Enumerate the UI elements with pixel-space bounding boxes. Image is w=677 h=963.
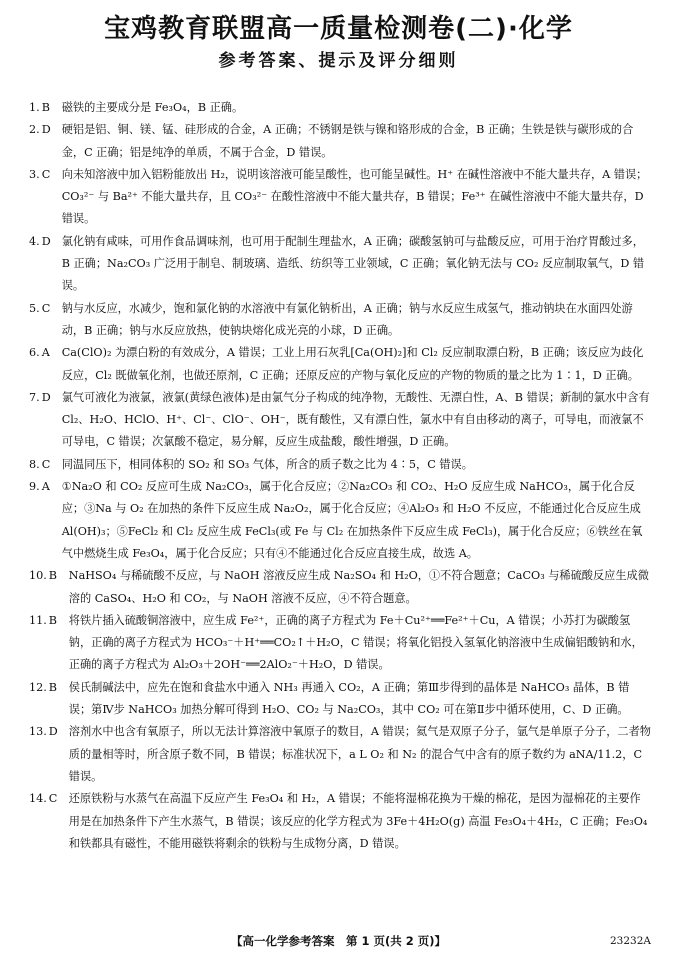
question-number: 1. — [29, 101, 40, 114]
explanation-text: 氯气可液化为液氯，液氯(黄绿色液体)是由氯气分子构成的纯净物，无酸性、无漂白性，A、B 错误；新制的氯水中含有 Cl₂、H₂O、HClO、H⁺、Cl⁻、ClO⁻、OH⁻，既有酸性，又有漂白性，氯水中有自由移动的离子，可导电，而液氯不可导电，C 错误；次氯酸不稳定，易分解，反应生成盐酸，酸性增强，D 正确。 — [61, 390, 650, 449]
answer-letter: B — [48, 680, 58, 694]
explanation-text: 溶剂水中也含有氧原子，所以无法计算溶液中氧原子的数目，A 错误；氦气是双原子分子，氩气是单原子分子，二者物质的量相等时，所含原子数不同，B 错误；标准状况下，a L O₂ 和 N₂ 的混合气中含有的原子数约为 aNA/11.2，C 错误。 — [68, 725, 651, 783]
explanation-text: Ca(ClO)₂ 为漂白粉的有效成分，A 错误；工业上用石灰乳[Ca(OH)₂]和 Cl₂ 反应制取漂白粉，B 正确；该反应为歧化反应，Cl₂ 既做氧化剂，也做还原剂，C 正确；还原反应的产物与氧化反应的产物的物质的量之比为 1∶1，D 正确。 — [61, 346, 644, 382]
answer-item — [29, 164, 651, 231]
answer-letter: B — [48, 613, 58, 627]
question-number: 4. — [29, 234, 40, 248]
answer-item — [29, 677, 651, 722]
explanation-text: ①Na₂O 和 CO₂ 反应可生成 Na₂CO₃，属于化合反应；②Na₂CO₃ 和 CO₂、H₂O 反应生成 NaHCO₃，属于化合反应；③Na 与 O₂ 在加热的条件下反应生成 Na₂O₂，属于化合反应；④Al₂O₃ 和 H₂O 不反应，不能通过化合反应生成 Al(OH)₃；⑤FeCl₂ 和 Cl₂ 反应生成 FeCl₃(或 Fe 与 Cl₂ 在加热条件下反应生成 FeCl₃)，属于化合反应；⑥铁丝在氧气中燃烧生成 Fe₃O₄，属于化合反应；只有④不能通过化合反应直接生成，故选 A。 — [61, 480, 643, 560]
explanation-text: 磁铁的主要成分是 Fe₃O₄，B 正确。 — [61, 101, 244, 114]
answer-letter: C — [41, 301, 51, 315]
answer-item — [29, 610, 651, 677]
page-footer: 【高一化学参考答案 第 1 页(共 2 页)】 — [230, 934, 447, 948]
answer-letter: D — [41, 390, 51, 404]
question-number: 14. — [29, 792, 47, 806]
explanation-text: 侯氏制碱法中，应先在饱和食盐水中通入 NH₃ 再通入 CO₂，A 正确；第Ⅲ步得到的晶体是 NaHCO₃ 晶体，B 错误；第Ⅳ步 NaHCO₃ 加热分解可得到 H₂O、CO₂ 与 Na₂CO₃，其中 CO₂ 可在第Ⅱ步中循环使用，C、D 正确。 — [68, 680, 630, 717]
answer-letter: B — [41, 101, 50, 114]
explanation-text: 还原铁粉与水蒸气在高温下反应产生 Fe₃O₄ 和 H₂，A 错误；不能将湿棉花换为干燥的棉花，是因为湿棉花的主要作用是在加热条件下产生水蒸气，B 错误；该反应的化学方程式为 3Fe＋4H₂O(g) 高温 Fe₃O₄＋4H₂，C 正确；Fe₃O₄ 和铁都具有磁性，不能用磁铁将剩余的铁粉与生成物分离，D 错误。 — [68, 792, 648, 850]
answer-item — [29, 97, 651, 119]
question-number: 12. — [29, 680, 47, 694]
answer-letter: A — [41, 346, 50, 360]
question-number: 6. — [29, 346, 40, 360]
question-number: 9. — [29, 480, 40, 494]
page-title: 宝鸡教育联盟高一质量检测卷(二)·化学 — [104, 14, 573, 44]
answer-item — [29, 298, 651, 343]
answer-item — [29, 454, 651, 476]
explanation-text: 钠与水反应，水减少，饱和氯化钠的水溶液中有氯化钠析出，A 正确；钠与水反应生成氢气，推动钠块在水面四处游动，B 正确；钠与水反应放热，使钠块熔化成光亮的小球，D 正确。 — [61, 301, 633, 337]
question-number: 3. — [29, 167, 40, 181]
question-number: 11. — [29, 613, 47, 627]
answer-letter: B — [48, 569, 58, 583]
explanation-text: 同温同压下，相同体积的 SO₂ 和 SO₃ 气体，所含的质子数之比为 4∶5，C 错误。 — [61, 457, 473, 471]
answer-letter: D — [48, 725, 58, 739]
answer-letter: C — [41, 167, 51, 181]
explanation-text: 向未知溶液中加入铝粉能放出 H₂，说明该溶液可能呈酸性，也可能呈碱性。H⁺ 在碱性溶液中不能大量共存，A 错误；CO₃²⁻ 与 Ba²⁺ 不能大量共存，且 CO₃²⁻ 在酸性溶液中不能大量共存，B 错误；Fe³⁺ 在碱性溶液中不能大量共存，D 错误。 — [61, 167, 648, 226]
answer-item — [29, 476, 651, 565]
question-number: 2. — [29, 123, 40, 137]
answer-item — [29, 342, 651, 387]
answer-item — [29, 788, 651, 855]
answer-list — [29, 97, 651, 855]
question-number: 5. — [29, 301, 40, 315]
document-code: 23232A — [610, 935, 651, 947]
question-number: 13. — [29, 725, 47, 739]
answer-letter: C — [41, 457, 51, 471]
page-subtitle: 参考答案、提示及评分细则 — [218, 51, 459, 71]
explanation-text: 硬铝是铝、铜、镁、锰、硅形成的合金，A 正确；不锈钢是铁与镍和铬形成的合金，B 正确；生铁是铁与碳形成的合金，C 正确；铝是纯净的单质，不属于合金，D 错误。 — [61, 123, 634, 159]
explanation-text: 将铁片插入硫酸铜溶液中，应生成 Fe²⁺，正确的离子方程式为 Fe＋Cu²⁺══Fe²⁺＋Cu，A 错误；小苏打为碳酸氢钠，正确的离子方程式为 HCO₃⁻＋H⁺══CO₂↑＋H₂O，C 错误；将氧化铝投入氢氧化钠溶液中生成偏铝酸钠和水，正确的离子方程式为 Al₂O₃＋2OH⁻══2AlO₂⁻＋H₂O，D 错误。 — [68, 613, 643, 672]
explanation-text: NaHSO₄ 与稀硫酸不反应，与 NaOH 溶液反应生成 Na₂SO₄ 和 H₂O，①不符合题意；CaCO₃ 与稀硫酸反应生成微溶的 CaSO₄、H₂O 和 CO₂，与 NaOH 溶液不反应，④不符合题意。 — [68, 569, 649, 605]
answer-letter: C — [48, 792, 58, 806]
answer-item — [29, 119, 651, 164]
answer-item — [29, 231, 651, 298]
answer-item — [29, 387, 651, 454]
answer-letter: D — [41, 234, 51, 248]
question-number: 8. — [29, 457, 40, 471]
question-number: 10. — [29, 569, 47, 583]
answer-item — [29, 565, 651, 610]
explanation-text: 氯化钠有咸味，可用作食品调味剂，也可用于配制生理盐水，A 正确；碳酸氢钠可与盐酸反应，可用于治疗胃酸过多，B 正确；Na₂CO₃ 广泛用于制皂、制玻璃、造纸、纺织等工业领域，C 正确；氧化钠无法与 CO₂ 反应制取氧气，D 错误。 — [61, 234, 645, 293]
answer-item — [29, 721, 651, 788]
answer-letter: D — [41, 123, 51, 137]
question-number: 7. — [29, 390, 40, 404]
answer-letter: A — [41, 480, 50, 494]
